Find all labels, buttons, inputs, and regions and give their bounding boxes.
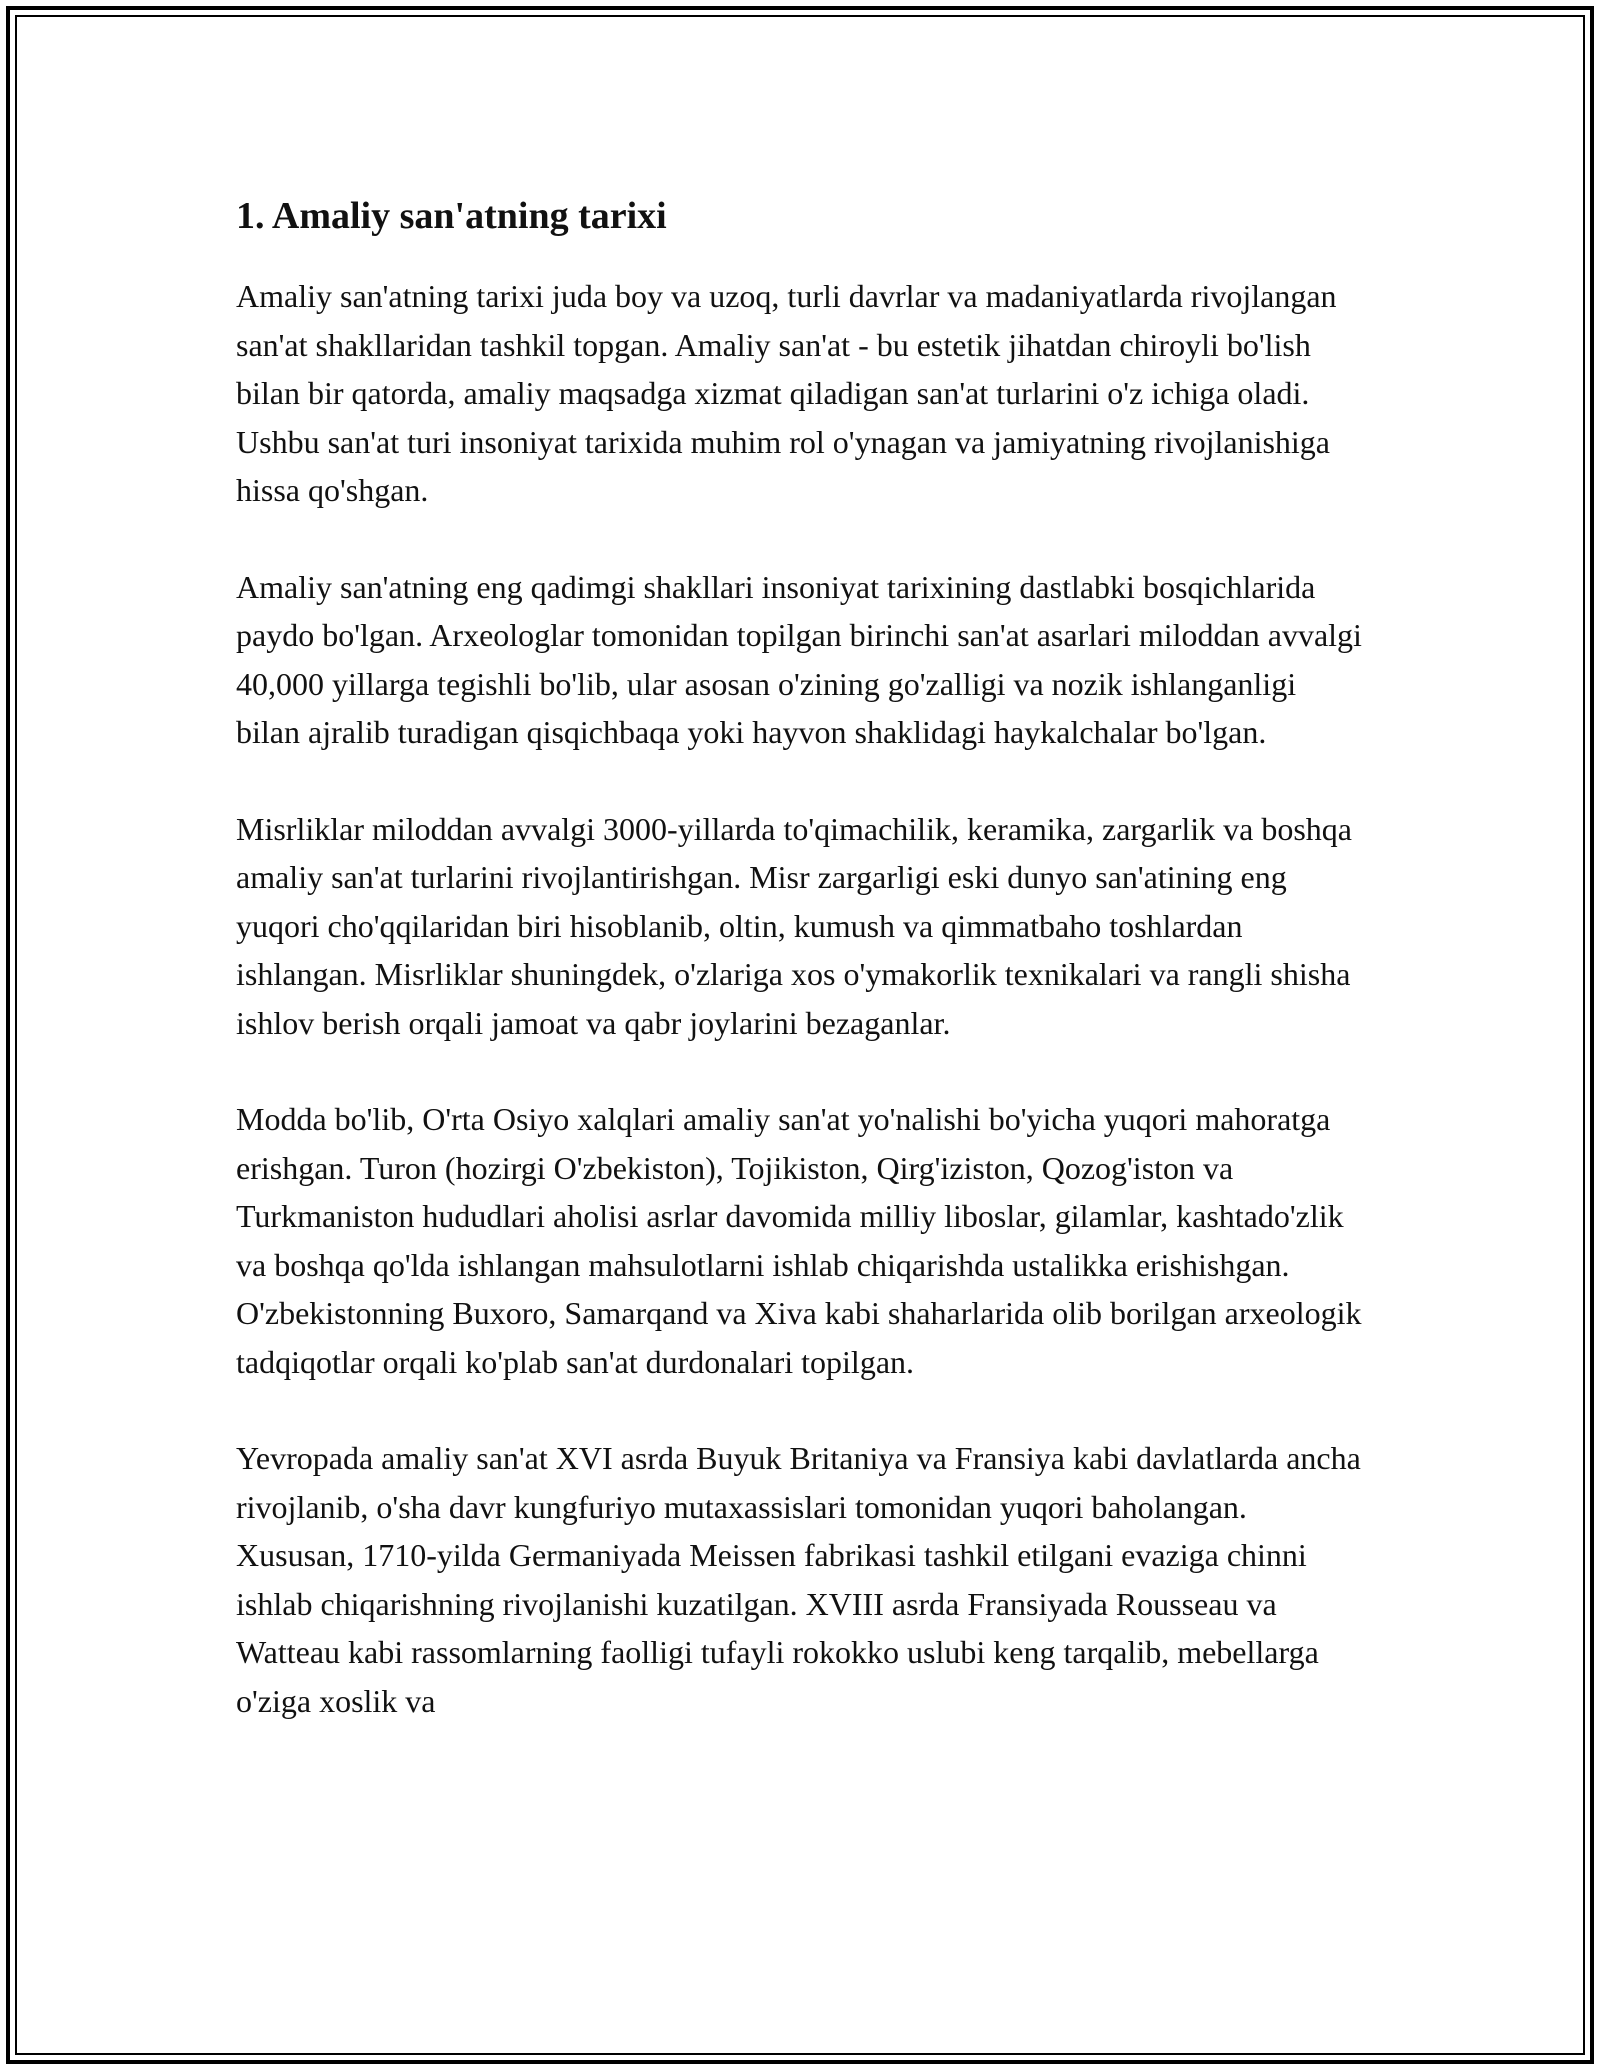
- paragraph-5: Yevropada amaliy san'at XVI asrda Buyuk Britaniya va Fransiya kabi davlatlarda ancha rivojlanib, o'sha davr kungfuriyo mutaxassislari tomonidan yuqori baholangan. Xususan, 1710-yilda Germaniyada Meissen fabrikasi tashkil etilgani evaziga chinni ishlab chiqarishning rivojlanishi kuzatilgan. XVIII asrda Fransiyada Rousseau va Watteau kabi rassomlarning faolligi tufayli rokokko uslubi keng tarqalib, mebellarga o'ziga xoslik va: [236, 1440, 1361, 1719]
- section-heading: 1. Amaliy san'atning tarixi: [236, 195, 667, 237]
- paragraph-3: Misrliklar miloddan avvalgi 3000-yillarda to'qimachilik, keramika, zargarlik va boshqa amaliy san'at turlarini rivojlantirishgan. Misr zargarligi eski dunyo san'atining eng yuqori cho'qqilaridan biri hisoblanib, oltin, kumush va qimmatbaho toshlardan ishlangan. Misrliklar shuningdek, o'zlariga xos o'ymakorlik texnikalari va rangli shisha ishlov berish orqali jamoat va qabr joylarini bezaganlar.: [236, 810, 1352, 1041]
- paragraph-2: Amaliy san'atning eng qadimgi shakllari insoniyat tarixining dastlabki bosqichlarida paydo bo'lgan. Arxeologlar tomonidan topilgan birinchi san'at asarlari miloddan avvalgi 40,000 yillarga tegishli bo'lib, ular asosan o'zining go'zalligi va nozik ishlanganligi bilan ajralib turadigan qisqichbaqa yoki hayvon shaklidagi haykalchalar bo'lgan.: [236, 568, 1362, 750]
- document-body: [236, 190, 1366, 1773]
- paragraph-4: Modda bo'lib, O'rta Osiyo xalqlari amaliy san'at yo'nalishi bo'yicha yuqori mahoratga erishgan. Turon (hozirgi O'zbekiston), Tojikiston, Qirg'iziston, Qozog'iston va Turkmaniston hududlari aholisi asrlar davomida milliy liboslar, gilamlar, kashtado'zlik va boshqa qo'lda ishlangan mahsulotlarni ishlab chiqarishda ustalikka erishishgan. O'zbekistonning Buxoro, Samarqand va Xiva kabi shaharlarida olib borilgan arxeologik tadqiqotlar orqali ko'plab san'at durdonalari topilgan.: [236, 1101, 1362, 1380]
- paragraph-1: Amaliy san'atning tarixi juda boy va uzoq, turli davrlar va madaniyatlarda rivojlangan san'at shakllaridan tashkil topgan. Amaliy san'at - bu estetik jihatdan chiroyli bo'lish bilan bir qatorda, amaliy maqsadga xizmat qiladigan san'at turlarini o'z ichiga oladi. Ushbu san'at turi insoniyat tarixida muhim rol o'ynagan va jamiyatning rivojlanishiga hissa qo'shgan.: [236, 278, 1337, 508]
